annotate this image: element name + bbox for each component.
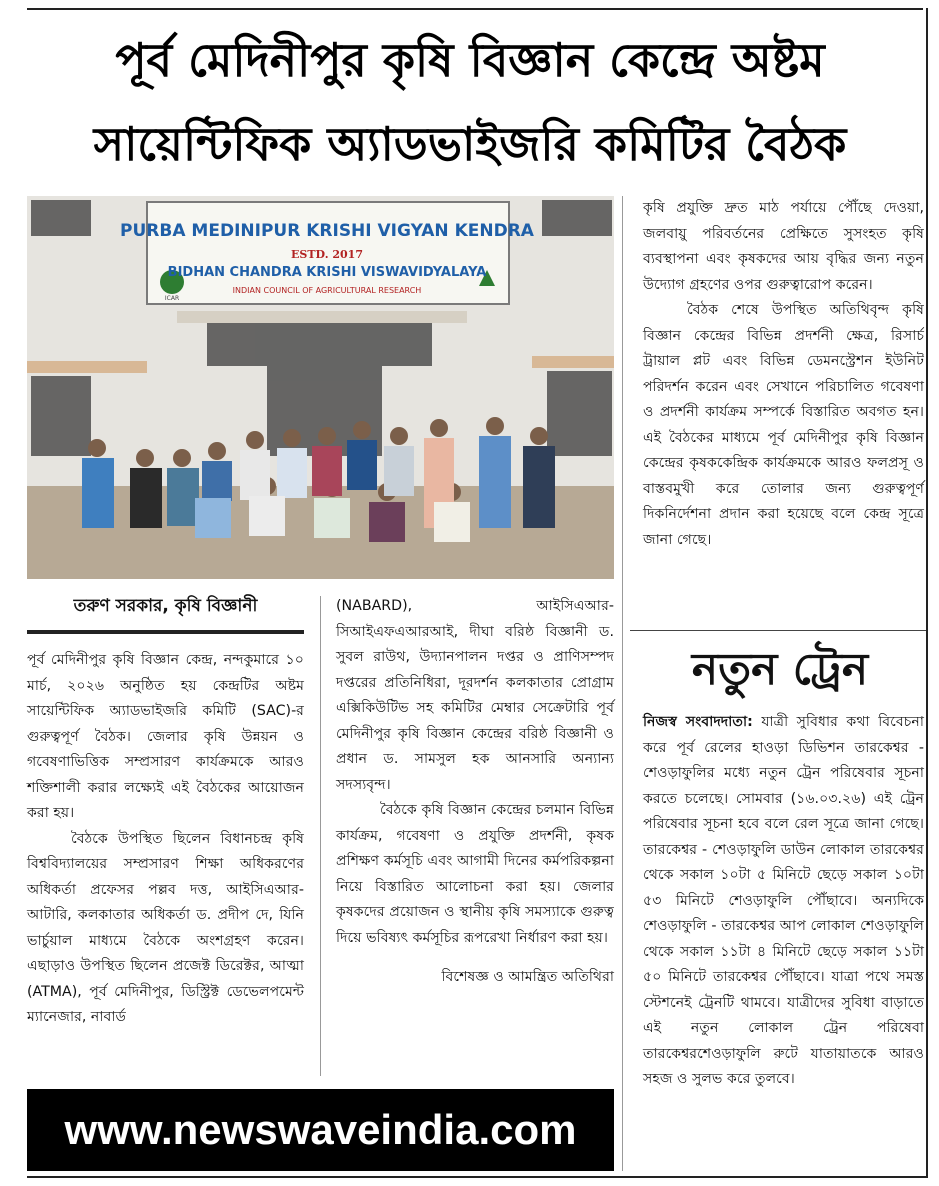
train-body: যাত্রী সুবিধার কথা বিবেচনা করে পূর্ব রেলের হাওড়া ডিভিশন তারকেশ্বর - শেওড়াফুলির মধ্যে নতুন ট্রেন পরিষেবার সূচনা করতে চলেছে। সোমবার (১৬.০৩.২৬) এই ট্রেন পরিষেবার সূচনা হবে বলে রেল সূত্রে জানা গেছে। তারকেশ্বর - শেওড়াফুলি ডাউন লোকাল তারকেশ্বর থেকে সকাল ১০টা ৫ মিনিটে ছেড়ে সকাল ১০টা ৫৩ মিনিটে শেওড়াফুলি পৌঁছাবে। অন্যদিকে শেওড়াফুলি - তারকেশ্বর আপ লোকাল শেওড়াফুলি থেকে সকাল ১১টা ৪ মিনিটে ছেড়ে সকাল ১১টা ৫০ মিনিটে তারকেশ্বর পৌঁছাবে। যাত্রা পথে সমস্ত স্টেশনেই ট্রেনটি থামবে। যাত্রীদের সুবিধা বাড়াতে এই নতুন লোকাল ট্রেন পরিষেবা তারকেশ্বরশেওড়াফুলি রুটে যাতায়াতকে আরও সহজ ও সুলভ করে তুলবে। <box>643 714 925 1087</box>
website-banner: www.newswaveindia.com <box>27 1089 614 1171</box>
bottom-rule <box>27 1176 926 1178</box>
train-headline: নতুন ট্রেন <box>691 644 869 695</box>
column-divider <box>320 596 321 1076</box>
icar-logo-text: ICAR <box>164 295 180 302</box>
top-rule <box>27 8 923 10</box>
column-divider <box>622 196 623 1171</box>
train-section-rule <box>630 630 926 631</box>
byline: তরুণ সরকার, কৃষি বিজ্ঞানী <box>73 596 258 616</box>
byline-rule <box>27 630 304 634</box>
sign-line-4: INDIAN COUNCIL OF AGRICULTURAL RESEARCH <box>232 286 422 295</box>
group-photo <box>27 196 614 579</box>
article-paragraph: বৈঠকে কৃষি বিজ্ঞান কেন্দ্রের চলমান বিভিন্ন কার্যক্রম, গবেষণা ও প্রযুক্তি প্রদর্শনী, কৃষক প্রশিক্ষণ কর্মসূচি এবং আগামী দিনের কর্মপরিকল্পনা নিয়ে বিস্তারিত আলোচনা করা হয়। জেলার কৃষকদের প্রয়োজন ও স্থানীয় কৃষি সমস্যাকে গুরুত্ব দিয়ে ভবিষ্যৎ কর্মসূচির রূপরেখা নির্ধারণ করা হয়। <box>336 802 614 946</box>
article-column-2 <box>336 594 614 991</box>
headline-line-2: সায়েন্টিফিক অ্যাডভাইজরি কমিটির বৈঠক <box>93 117 847 171</box>
article-paragraph: বৈঠক শেষে উপস্থিত অতিথিবৃন্দ কৃষি বিজ্ঞান কেন্দ্রের বিভিন্ন প্রদর্শনী ক্ষেত্র, রিসার্চ ট্রায়াল প্লট এবং বিভিন্ন ডেমনস্ট্রেশন ইউনিট পরিদর্শন করেন এবং সেখানে পরিচালিত গবেষণা ও প্রদর্শনী কার্যক্রম সম্পর্কে বিস্তারিত অবগত হন। এই বৈঠকের মাধ্যমে পূর্ব মেদিনীপুর কৃষি বিজ্ঞান কেন্দ্রের কৃষককেন্দ্রিক কার্যক্রমকে আরও ফলপ্রসূ ও বাস্তবমুখী করে তোলার জন্য গুরুত্বপূর্ণ দিকনির্দেশনা প্রদান করা হয়েছে বলে কেন্দ্র সূত্রে জানা গেছে। <box>643 302 924 548</box>
sign-line-1: PURBA MEDINIPUR KRISHI VIGYAN KENDRA <box>120 221 534 241</box>
train-dateline: নিজস্ব সংবাদদাতা: <box>643 714 753 730</box>
headline-line-1: পূর্ব মেদিনীপুর কৃষি বিজ্ঞান কেন্দ্রে অষ্টম <box>115 33 825 87</box>
article-paragraph: কৃষি প্রযুক্তি দ্রুত মাঠ পর্যায়ে পৌঁছে দেওয়া, জলবায়ু পরিবর্তনের প্রেক্ষিতে সুসংহত কৃষি ব্যবস্থাপনা এবং কৃষকদের আয় বৃদ্ধির জন্য নতুন উদ্যোগ গ্রহণের ওপর গুরুত্বারোপ করেন। <box>643 200 924 293</box>
sign-line-3: BIDHAN CHANDRA KRISHI VISWAVIDYALAYA <box>167 265 487 280</box>
article-column-1 <box>27 648 304 1031</box>
group-photo-illustration <box>27 196 614 579</box>
article-column-3 <box>643 196 924 553</box>
sign-line-2: ESTD. 2017 <box>291 248 363 261</box>
train-article <box>643 710 924 1093</box>
article-paragraph: বিশেষজ্ঞ ও আমন্ত্রিত অতিথিরা <box>441 969 614 985</box>
article-paragraph: পূর্ব মেদিনীপুর কৃষি বিজ্ঞান কেন্দ্র, নন্দকুমারে ১০ মার্চ, ২০২৬ অনুষ্ঠিত হয় কেন্দ্রটির অষ্টম সায়েন্টিফিক অ্যাডভাইজরি কমিটি (SAC)-র গুরুত্বপূর্ণ বৈঠক। জেলার কৃষি উন্নয়ন ও গবেষণাভিত্তিক সম্প্রসারণ কার্যক্রমকে আরও শক্তিশালী করার লক্ষ্যেই এই বৈঠকের আয়োজন করা হয়। <box>27 652 304 821</box>
article-paragraph: (NABARD), আইসিএআর-সিআইএফএআরআই, দীঘা বরিষ্ঠ বিজ্ঞানী ড. সুবল রাউথ, উদ্যানপালন দপ্তর ও প্রাণিসম্পদ দপ্তরের প্রতিনিধিরা, দূরদর্শন কলকাতার প্রোগ্রাম এক্সিকিউটিভ সহ কমিটির মেম্বার সেক্রেটারি পূর্ব মেদিনীপুর কৃষি বিজ্ঞান কেন্দ্রের বরিষ্ঠ বিজ্ঞানী ও প্রধান ড. সামসুল হক আনসারি অন্যান্য সদস্যবৃন্দ। <box>336 598 614 793</box>
article-paragraph: বৈঠকে উপস্থিত ছিলেন বিধানচন্দ্র কৃষি বিশ্ববিদ্যালয়ের সম্প্রসারণ শিক্ষা অধিকরণের অধিকর্তা প্রফেসর পল্লব দত্ত, আইসিএআর-আটারি, কলকাতার অধিকর্তা ড. প্রদীপ দে, যিনি ভার্চুয়াল মাধ্যমে বৈঠকে অংশগ্রহণ করেন। এছাড়াও উপস্থিত ছিলেন প্রজেক্ট ডিরেক্টর, আত্মা (ATMA), পূর্ব মেদিনীপুর, ডিস্ট্রিক্ট ডেভেলপমেন্ট ম্যানেজার, নাবার্ড <box>27 830 304 1025</box>
right-rule <box>926 8 928 1178</box>
